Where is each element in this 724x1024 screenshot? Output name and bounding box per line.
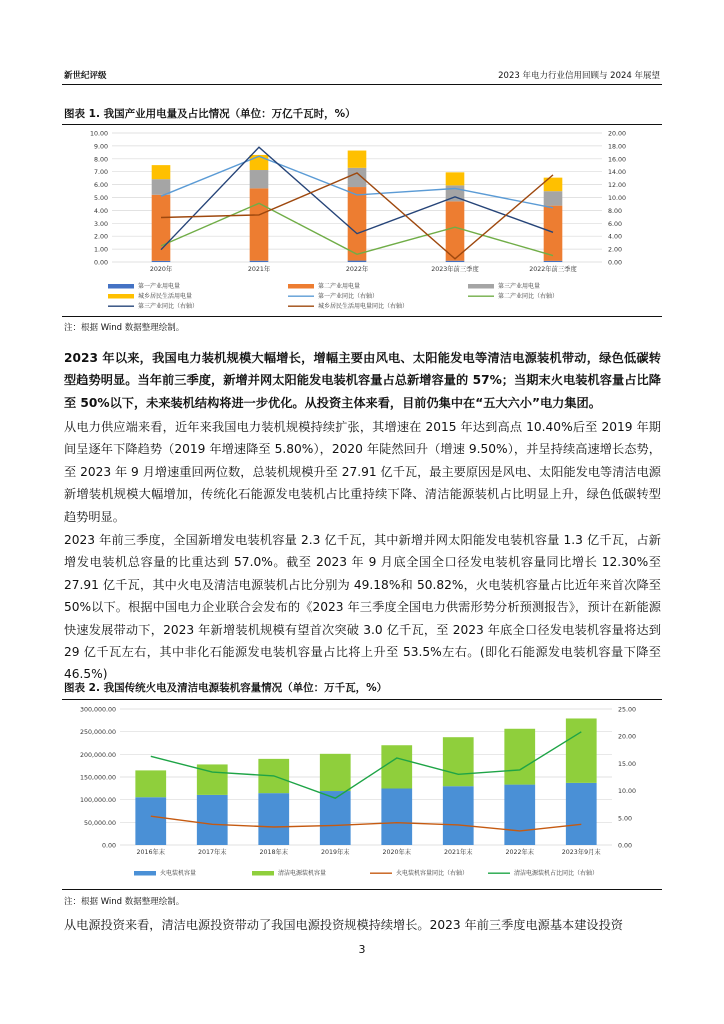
y-tick-label: 1.00 bbox=[93, 246, 108, 254]
y-tick-label: 6.00 bbox=[93, 182, 108, 190]
bar-segment bbox=[348, 261, 367, 262]
y-tick-label: 300,000.00 bbox=[79, 706, 116, 714]
paragraph-3: 2023 年前三季度，全国新增发电装机容量 2.3 亿千瓦，其中新增并网太阳能发电装机容量 1.3 亿千瓦，占新增发电装机总容量的比重达到 57.0%。截至 2023 年 9 月底全国全口径发电装机容量同比增长 12.30%至 27.91 亿千瓦，其中火电及清洁电源装机占比分别为 49.18%和 50.82%，火电装机容量占比近年来首次降至 50%以下。根据中国电力企业联合会发布的《2023 年三季度全国电力供需形势分析预测报告》，预计在新能源快速发展带动下，2023 年新增装机规模有望首次突破 3.0 亿千瓦，至 2023 年底全口径发电装机容量将达到 29 亿千瓦左右，其中非化石能源发电装机容量占比将上升至 53.5%左右。(即化石能源发电装机容量下降至 46.5%) bbox=[64, 533, 661, 682]
header-left: 新世纪评级 bbox=[64, 71, 107, 81]
y-tick-label: 3.00 bbox=[93, 220, 108, 228]
legend-swatch bbox=[252, 871, 274, 876]
figure1-note: 注：根据 Wind 数据整理绘制。 bbox=[64, 323, 185, 333]
y-tick-label: 9.00 bbox=[93, 143, 108, 151]
y2-tick-label: 20.00 bbox=[618, 733, 637, 741]
bar-segment bbox=[152, 179, 171, 195]
bar-segment bbox=[250, 170, 269, 188]
bar-segment bbox=[544, 191, 563, 205]
bar-segment bbox=[348, 187, 367, 261]
x-tick-label: 2020年末 bbox=[382, 849, 412, 856]
bar-segment bbox=[320, 754, 351, 791]
y-tick-label: 0.00 bbox=[93, 259, 108, 267]
legend-label: 第三产业同比（右轴） bbox=[138, 303, 199, 310]
legend-swatch bbox=[468, 284, 494, 289]
y2-tick-label: 16.00 bbox=[608, 156, 627, 164]
x-tick-label: 2022年末 bbox=[505, 849, 535, 856]
bar-segment bbox=[348, 151, 367, 168]
header-divider bbox=[62, 84, 662, 85]
bar-segment bbox=[152, 261, 171, 262]
chart1 bbox=[62, 126, 662, 316]
page-number: 3 bbox=[358, 943, 366, 956]
bar-segment bbox=[250, 155, 269, 170]
legend-label: 城乡居民生活用电量 bbox=[138, 293, 193, 300]
x-tick-label: 2019年末 bbox=[320, 849, 350, 856]
y-tick-label: 2.00 bbox=[93, 233, 108, 241]
y2-tick-label: 25.00 bbox=[618, 706, 637, 714]
bar-segment bbox=[443, 737, 474, 786]
legend-label: 第三产业用电量 bbox=[498, 283, 541, 290]
figure1-bottom-rule bbox=[62, 316, 662, 317]
y-tick-label: 5.00 bbox=[93, 195, 108, 202]
figure2-title: 图表 2. 我国传统火电及清洁电源装机容量情况（单位：万千瓦，%） bbox=[64, 682, 388, 694]
header-right: 2023 年电力行业信用回顾与 2024 年展望 bbox=[498, 71, 660, 81]
y2-tick-label: 0.00 bbox=[608, 259, 623, 267]
legend-label: 第一产业用电量 bbox=[138, 283, 181, 290]
figure2-bottom-rule bbox=[62, 889, 662, 890]
legend-label: 城乡居民生活用电量同比（右轴） bbox=[318, 303, 409, 310]
y2-tick-label: 15.00 bbox=[618, 760, 637, 768]
y-tick-label: 4.00 bbox=[93, 207, 108, 215]
legend-label: 火电装机容量同比（右轴） bbox=[396, 870, 469, 877]
legend-swatch bbox=[134, 871, 156, 876]
bar-segment bbox=[250, 188, 269, 260]
x-tick-label: 2022年前三季度 bbox=[529, 266, 577, 273]
legend-swatch bbox=[108, 284, 134, 289]
legend-label: 第二产业用电量 bbox=[318, 283, 361, 290]
legend-label: 火电装机容量 bbox=[160, 870, 197, 877]
legend-label: 清洁电源装机容量 bbox=[278, 870, 327, 877]
figure1-title: 图表 1. 我国产业用电量及占比情况（单位：万亿千瓦时，%） bbox=[64, 108, 356, 120]
x-tick-label: 2021年 bbox=[247, 266, 271, 273]
bar-segment bbox=[446, 201, 465, 260]
y2-tick-label: 4.00 bbox=[608, 233, 623, 241]
y2-tick-label: 0.00 bbox=[618, 842, 633, 850]
y-tick-label: 7.00 bbox=[93, 169, 108, 177]
bar-segment bbox=[348, 168, 367, 187]
bar-segment bbox=[152, 165, 171, 179]
y2-tick-label: 12.00 bbox=[608, 182, 627, 190]
x-tick-label: 2021年末 bbox=[443, 849, 473, 856]
x-tick-label: 2023年9月末 bbox=[561, 849, 601, 856]
bar-segment bbox=[443, 786, 474, 845]
x-tick-label: 2018年末 bbox=[259, 849, 289, 856]
paragraph-1: 2023 年以来，我国电力装机规模大幅增长，增幅主要由风电、太阳能发电等清洁电源装机带动，绿色低碳转型趋势明显。当年前三季度，新增并网太阳能发电装机容量占总新增容量的 57%；当期末火电装机容量占比降至 50%以下，未来装机结构将进一步优化。从投资主体来看，目前仍集中在“五大六小”电力集团。 bbox=[64, 351, 661, 410]
x-tick-label: 2022年 bbox=[345, 266, 369, 273]
y2-tick-label: 5.00 bbox=[618, 815, 633, 823]
figure1-top-rule bbox=[62, 124, 662, 125]
bar-segment bbox=[197, 795, 228, 845]
bar-segment bbox=[504, 729, 535, 785]
bar-segment bbox=[544, 206, 563, 261]
y2-tick-label: 20.00 bbox=[608, 130, 627, 138]
bar-segment bbox=[258, 793, 289, 845]
bar-segment bbox=[566, 718, 597, 782]
paragraph-2: 从电力供应端来看，近年来我国电力装机规模持续扩张，其增速在 2015 年达到高点 10.40%后至 2019 年期间呈逐年下降趋势（2019 年增速降至 5.80%），2020 年陡然回升（增速 9.50%），并呈持续高速增长态势，至 2023 年 9 月增速重回两位数，总装机规模升至 27.91 亿千瓦，最主要原因是风电、太阳能发电等清洁电源新增装机规模大幅增加，传统化石能源发电装机占比重持续下降、清洁能源装机占比明显上升，绿色低碳转型趋势明显。 bbox=[64, 420, 661, 524]
x-tick-label: 2017年末 bbox=[197, 849, 227, 856]
paragraph-4: 从电源投资来看，清洁电源投资带动了我国电源投资规模持续增长。2023 年前三季度电源基本建设投资 bbox=[64, 918, 623, 932]
legend-swatch bbox=[288, 284, 314, 289]
y-tick-label: 100,000.00 bbox=[79, 797, 116, 805]
y2-tick-label: 6.00 bbox=[608, 220, 623, 228]
y-tick-label: 50,000.00 bbox=[83, 819, 116, 827]
legend-label: 第二产业同比（右轴） bbox=[498, 293, 559, 300]
bar-segment bbox=[250, 261, 269, 262]
legend-label: 清洁电源装机占比同比（右轴） bbox=[514, 870, 599, 877]
x-tick-label: 2016年末 bbox=[136, 849, 166, 856]
bar-segment bbox=[320, 791, 351, 845]
y2-tick-label: 14.00 bbox=[608, 169, 627, 177]
y-tick-label: 0.00 bbox=[101, 842, 116, 850]
y2-tick-label: 10.00 bbox=[608, 195, 627, 202]
legend-label: 第一产业同比（右轴） bbox=[318, 293, 379, 300]
chart2 bbox=[62, 701, 662, 888]
y2-tick-label: 2.00 bbox=[608, 246, 623, 254]
y-tick-label: 10.00 bbox=[89, 130, 108, 138]
bar-segment bbox=[446, 261, 465, 262]
bar-segment bbox=[135, 770, 166, 797]
y-tick-label: 8.00 bbox=[93, 156, 108, 164]
x-tick-label: 2023年前三季度 bbox=[431, 266, 479, 273]
y2-tick-label: 8.00 bbox=[608, 207, 623, 215]
y2-tick-label: 18.00 bbox=[608, 143, 627, 151]
figure2-note: 注：根据 Wind 数据整理绘制。 bbox=[64, 897, 185, 907]
y-tick-label: 150,000.00 bbox=[79, 774, 116, 782]
bar-segment bbox=[381, 745, 412, 788]
x-tick-label: 2020年 bbox=[149, 266, 173, 273]
y-tick-label: 250,000.00 bbox=[79, 729, 116, 737]
y-tick-label: 200,000.00 bbox=[79, 751, 116, 759]
figure2-top-rule bbox=[62, 699, 662, 700]
bar-segment bbox=[446, 172, 465, 185]
bar-segment bbox=[152, 195, 171, 261]
bar-segment bbox=[504, 785, 535, 845]
bar-segment bbox=[544, 261, 563, 262]
bar-segment bbox=[135, 797, 166, 845]
y2-tick-label: 10.00 bbox=[618, 788, 637, 796]
bar-segment bbox=[381, 789, 412, 845]
legend-swatch bbox=[108, 294, 134, 299]
bar-segment bbox=[566, 783, 597, 845]
